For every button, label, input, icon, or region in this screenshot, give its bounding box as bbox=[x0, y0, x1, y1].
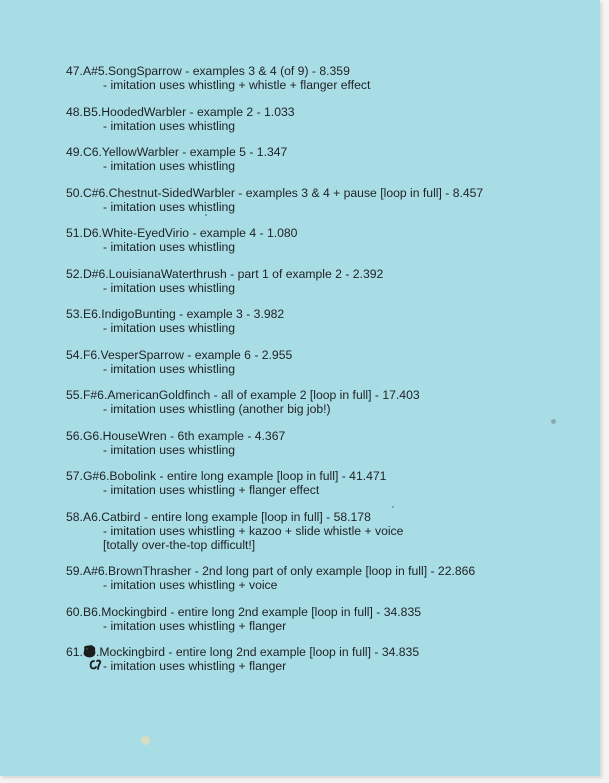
list-item bbox=[66, 605, 421, 633]
entry-title: 57.G#6.Bobolink - entire long example [loop in full] - 41.471 bbox=[66, 469, 387, 483]
list-item bbox=[66, 226, 297, 254]
list-item bbox=[66, 388, 420, 416]
entry-note: - imitation uses whistling bbox=[103, 240, 236, 254]
entry-note: - imitation uses whistling + whistle + flanger effect bbox=[103, 78, 371, 92]
entry-note: - imitation uses whistling + flanger bbox=[103, 659, 287, 673]
entry-title: 51.D6.White-EyedVirio - example 4 - 1.080 bbox=[66, 226, 298, 240]
paper-speck bbox=[141, 736, 150, 745]
ink-blot-icon bbox=[83, 645, 96, 658]
entry-title: 56.G6.HouseWren - 6th example - 4.367 bbox=[66, 428, 286, 443]
entry-title: 58.A6.Catbird - entire long example [loop in full] - 58.178 bbox=[66, 509, 371, 524]
entry-title: 48.B5.HoodedWarbler - example 2 - 1.033 bbox=[66, 104, 295, 119]
entry-note: - imitation uses whistling bbox=[103, 321, 236, 335]
entry-note: - imitation uses whistling bbox=[103, 442, 236, 457]
last-entry bbox=[66, 645, 419, 673]
list-item bbox=[66, 348, 292, 376]
entry-note: - imitation uses whistling bbox=[103, 118, 236, 133]
entry-note: - imitation uses whistling + flanger bbox=[103, 618, 287, 633]
paper-speck bbox=[205, 214, 207, 216]
list-item bbox=[66, 105, 295, 133]
entry-note: - imitation uses whistling bbox=[103, 280, 236, 295]
paper-speck bbox=[392, 506, 394, 508]
entry-title: 54.F6.VesperSparrow - example 6 - 2.955 bbox=[66, 347, 293, 362]
handwritten-mark-icon bbox=[89, 658, 103, 672]
entry-note: - imitation uses whistling bbox=[103, 159, 236, 173]
entry-title: 59.A#6.BrownThrasher - 2nd long part of only example [loop in full] - 22.866 bbox=[66, 564, 476, 578]
entry-title: 49.C6.YellowWarbler - example 5 - 1.347 bbox=[66, 145, 288, 159]
entry-note: - imitation uses whistling + flanger effect bbox=[103, 483, 320, 497]
paper-speck bbox=[551, 419, 556, 424]
list-item bbox=[66, 429, 285, 457]
entry-title: 50.C#6.Chestnut-SidedWarbler - examples 3 & 4 + pause [loop in full] - 8.457 bbox=[66, 185, 484, 200]
entry-title-text: .Mockingbird - entire long 2nd example [loop in full] - 34.835 bbox=[95, 645, 420, 659]
entry-title: 52.D#6.LouisianaWaterthrush - part 1 of example 2 - 2.392 bbox=[66, 266, 384, 281]
list-item bbox=[66, 564, 475, 592]
entry-note: - imitation uses whistling + kazoo + slide whistle + voice bbox=[103, 523, 404, 538]
entry-title: 60.B6.Mockingbird - entire long 2nd example [loop in full] - 34.835 bbox=[66, 604, 422, 619]
list-item bbox=[66, 307, 284, 335]
entry-note: - imitation uses whistling (another big job!) bbox=[103, 402, 331, 416]
entry-title: 47.A#5.SongSparrow - examples 3 & 4 (of 9) - 8.359 bbox=[66, 64, 350, 78]
list-item bbox=[66, 186, 483, 214]
list-item bbox=[66, 510, 403, 552]
entry-number: 61. bbox=[66, 645, 83, 659]
entry-note: [totally over-the-top difficult!] bbox=[103, 537, 256, 552]
entry-note: - imitation uses whistling bbox=[103, 199, 236, 214]
entry-note: - imitation uses whistling + voice bbox=[103, 578, 278, 592]
list-item bbox=[66, 145, 287, 173]
entry-title: 53.E6.IndigoBunting - example 3 - 3.982 bbox=[66, 307, 285, 321]
list-item bbox=[66, 267, 383, 295]
list-item bbox=[66, 469, 386, 497]
entry-title bbox=[66, 645, 419, 659]
list-item bbox=[66, 64, 370, 92]
entry-title: 55.F#6.AmericanGoldfinch - all of example 2 [loop in full] - 17.403 bbox=[66, 388, 420, 402]
entry-note: - imitation uses whistling bbox=[103, 361, 236, 376]
